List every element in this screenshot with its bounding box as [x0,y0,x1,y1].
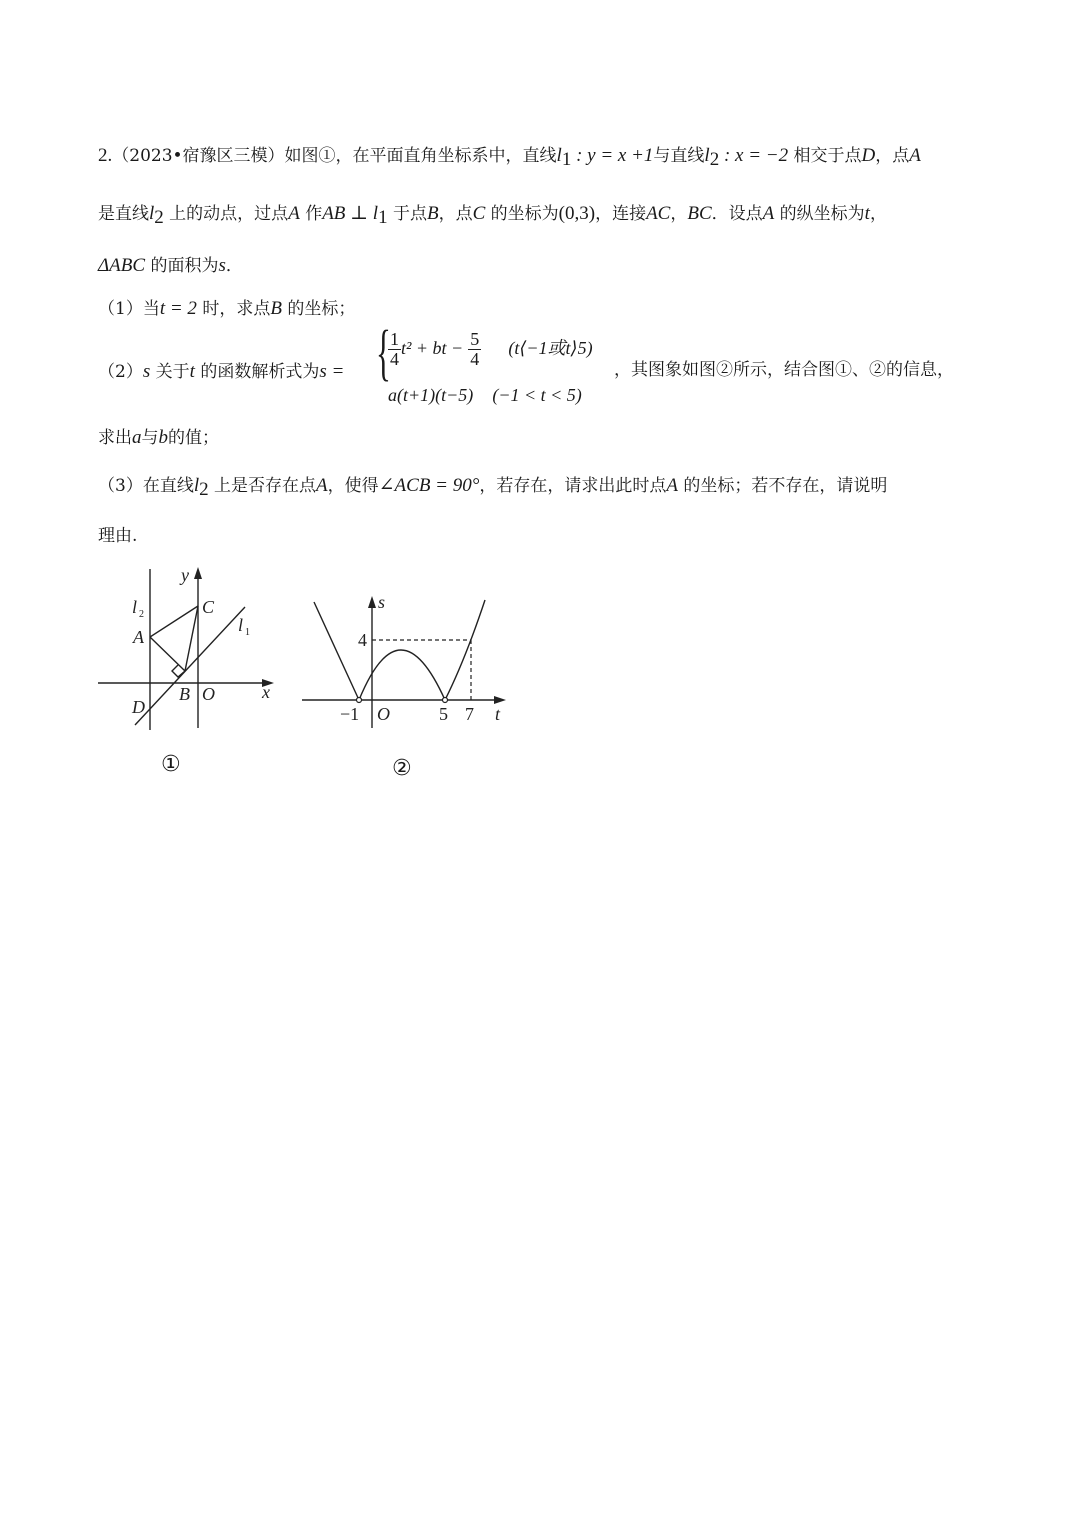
text: ，使得 [327,476,379,496]
question-2-line-2 [98,428,219,447]
text: 的坐标； [281,299,356,319]
label-s: s [378,592,386,612]
var-AC: AC [646,203,671,224]
eq-l1: : y = x +1 [571,145,654,166]
text: 的坐标；若不存在，请说明 [677,476,888,496]
var-A: A [316,475,328,496]
var-b: b [158,427,168,448]
label-t: t [495,704,501,724]
text: ． [225,256,243,276]
subscript: 2 [709,149,720,170]
question-label: （2） [98,362,143,382]
text: 的坐标为 [485,204,559,224]
text: 时，求点 [196,299,271,319]
curve-right-branch [445,600,485,700]
open-point-5 [443,698,448,703]
coord-C: (0,3) [558,203,596,224]
text: 于点 [387,204,427,224]
tick-label-5: 5 [439,704,448,724]
problem-source: （2023•宿豫区三模） [112,146,285,166]
text: 关于 [150,362,190,382]
text: 作 [299,204,323,224]
text: 理由. [98,526,138,546]
text: ，点 [875,146,910,166]
var-l2: l [193,475,200,496]
segment-AC [150,606,198,637]
figure-1-caption: ① [161,752,181,777]
var-B: B [270,298,282,319]
text: ，连接 [595,204,647,224]
subscript: 2 [154,207,164,228]
text: 与直线 [653,146,705,166]
subscript: 1 [378,207,388,228]
label-l1: l [238,615,244,635]
label-O: O [377,704,390,724]
text: 在直线 [142,476,194,496]
question-3 [98,476,887,499]
eq-perp: AB ⊥ l [322,203,379,224]
line-l1 [135,607,245,725]
label-C: C [202,597,215,617]
question-2-prefix [98,362,344,381]
y-axis-arrow-icon [194,567,202,579]
var-C: C [472,203,486,224]
piece-1-expr: t² + bt − [401,337,464,358]
eq-l2: : x = −2 [719,145,789,166]
text: 的纵坐标为 [774,204,865,224]
var-D: D [861,145,876,166]
problem-number: 2. [98,145,113,166]
var-l1: l [556,145,562,166]
var-A: A [762,203,775,224]
figure-2-caption: ② [392,756,412,781]
t-axis-arrow-icon [494,696,506,704]
label-l1-sub: 1 [245,627,250,638]
fraction-5-4 [468,330,481,369]
numerator: 1 [390,329,399,349]
text: 当 [142,299,160,319]
fraction-1-4 [388,330,401,369]
label-O: O [202,684,215,704]
var-triangle: ΔABC [98,255,146,276]
s-axis-arrow-icon [368,596,376,608]
var-s: s [218,255,226,276]
brace: { [376,319,391,387]
denominator: 4 [390,348,399,369]
question-label: （1） [98,299,143,319]
figure-1-coordinate-diagram [90,555,290,735]
label-A: A [133,627,144,647]
piece-1 [388,330,593,369]
curve-left-branch [314,602,359,700]
var-t: t [864,203,870,224]
text: ．设点 [711,204,763,224]
var-BC: BC [687,203,712,224]
text: ，其图象如图②所示，结合图①、②的信息， [614,360,954,380]
question-label: （3） [98,476,143,496]
eq-angle: ∠ACB = 90° [378,475,480,496]
text: 与 [141,428,159,448]
text: 上是否存在点 [208,476,317,496]
text: 如图①，在平面直角坐标系中，直线 [284,146,557,166]
label-B: B [179,684,190,704]
question-3-line-2 [98,528,137,545]
text: 相交于点 [788,146,862,166]
tick-label-7: 7 [465,704,474,724]
figure-2-function-graph [300,590,515,730]
var-t: t [189,361,195,382]
label-y: y [181,565,189,585]
denominator: 4 [470,348,480,369]
question-2-suffix [614,362,954,379]
text: ， [869,204,887,224]
var-A: A [909,145,921,166]
label-l2: l [132,597,138,617]
var-A: A [666,475,678,496]
label-l2-sub: 2 [139,609,144,620]
numerator: 5 [470,329,480,349]
tick-label-neg1: −1 [340,704,360,724]
var-s: s [142,361,151,382]
right-angle-mark [172,665,185,677]
text: ，若存在，请求出此时点 [479,476,667,496]
text: 的面积为 [145,256,219,276]
tick-label-4: 4 [358,630,367,650]
text: ， [670,204,688,224]
piece-2-expr: a(t+1)(t−5) [388,385,474,405]
piecewise-function [376,319,616,410]
piece-2 [388,385,582,406]
var-A: A [288,203,300,224]
piece-1-condition: (t⟨−1或t⟩5) [508,337,593,358]
var-a: a [132,427,142,448]
text: 的值； [168,428,219,448]
text: ，点 [438,204,473,224]
var-l2: l [704,145,710,166]
subscript: 2 [199,479,209,500]
text: 上的动点，过点 [163,204,289,224]
segment-AB [150,637,185,671]
question-1 [98,299,355,318]
text: 求出 [98,428,132,448]
problem-stem-line-2 [98,204,887,227]
var-B: B [426,203,439,224]
label-x: x [262,682,270,702]
subscript: 1 [561,149,572,170]
label-D: D [132,697,145,717]
eq-s: s = [319,361,345,382]
piece-2-condition: (−1 < t < 5) [492,385,582,405]
text: 是直线 [98,204,149,224]
segment-BC [185,606,198,671]
eq-t: t = 2 [159,298,197,319]
text: 的函数解析式为 [194,362,320,382]
problem-stem-line-1 [98,146,921,169]
problem-stem-line-3 [98,256,243,275]
var-l2: l [149,203,155,224]
open-point-neg1 [357,698,362,703]
